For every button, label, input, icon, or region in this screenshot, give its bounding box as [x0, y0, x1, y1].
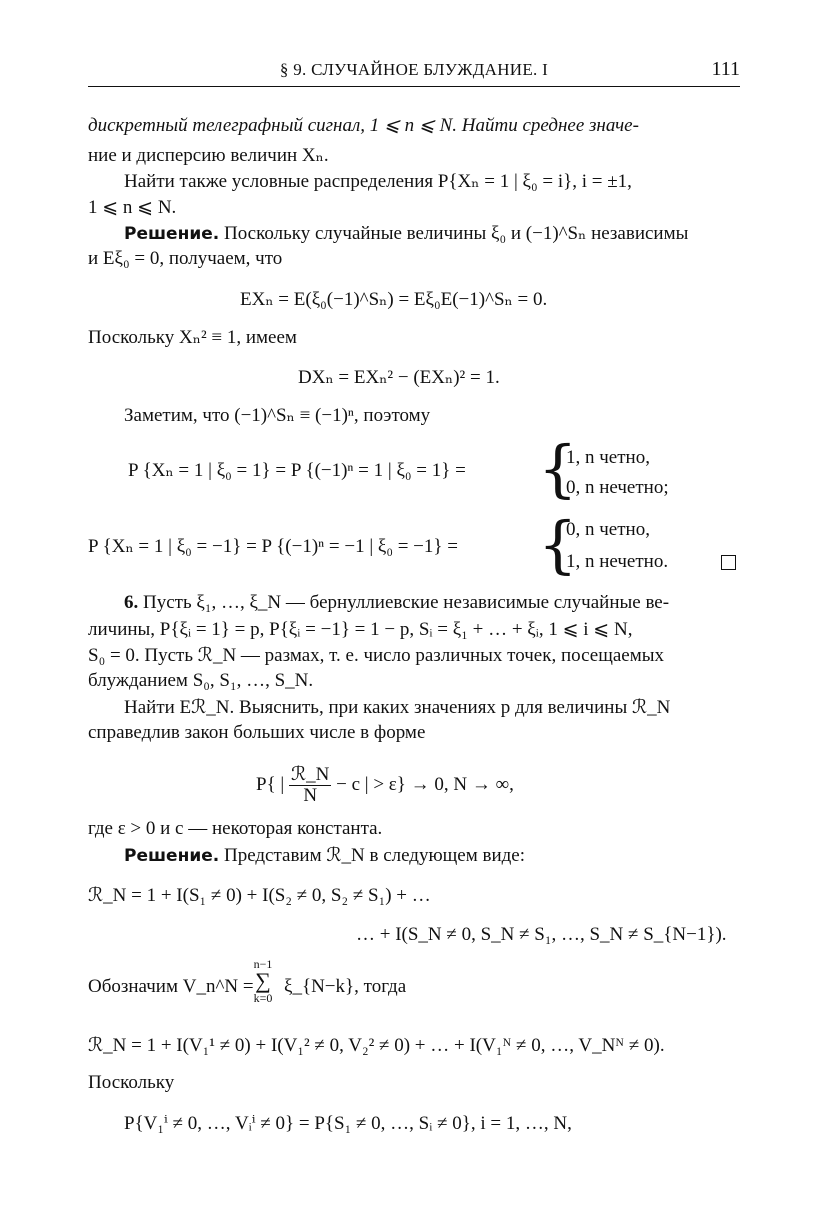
equation-cond-1-case-1: 1, n четно,: [566, 447, 650, 468]
equation-lln-post: − c | > ε} → 0, N → ∞,: [336, 773, 514, 795]
text-line-6: и Eξ₀ = 0, получаем, что: [88, 248, 283, 269]
sum-upper-limit: n−1: [253, 957, 273, 971]
problem-6-line-8: [124, 844, 525, 867]
equation-prob-V: P{V₁ⁱ ≠ 0, …, Vᵢⁱ ≠ 0} = P{S₁ ≠ 0, …, Sᵢ ≠ 0}, i = 1, …, N,: [124, 1113, 572, 1134]
left-brace: {: [538, 508, 578, 581]
section-title: § 9. СЛУЧАЙНОЕ БЛУЖДАНИЕ. I: [279, 60, 549, 79]
text-line-since: Поскольку: [88, 1072, 175, 1093]
equation-range-2: … + I(S_N ≠ 0, S_N ≠ S₁, …, S_N ≠ S_{N−1}).: [356, 924, 727, 945]
qed-square-icon: [721, 555, 736, 570]
text-line-4: 1 ⩽ n ⩽ N.: [88, 197, 177, 218]
left-brace: {: [538, 432, 578, 505]
equation-range-1: ℛ_N = 1 + I(S₁ ≠ 0) + I(S₂ ≠ 0, S₂ ≠ S₁) + …: [88, 885, 431, 906]
text-line-2: ние и дисперсию величин Xₙ.: [88, 145, 329, 166]
sum-lower-limit: k=0: [253, 991, 273, 1005]
text-line-1: дискретный телеграфный сигнал, 1 ⩽ n ⩽ N. Найти среднее значе-: [88, 115, 639, 136]
text-line-8: Заметим, что (−1)^Sₙ ≡ (−1)ⁿ, поэтому: [124, 405, 431, 426]
running-header: [88, 58, 740, 87]
problem-6-line-4: блужданием S₀, S₁, …, S_N.: [88, 670, 314, 691]
text-line-3: Найти также условные распределения P{Xₙ = 1 | ξ₀ = i}, i = ±1,: [124, 171, 632, 192]
page-number: 111: [711, 58, 740, 80]
problem-6-line-5: Найти Eℛ_N. Выяснить, при каких значениях p для величины ℛ_N: [124, 697, 671, 718]
problem-6-line-6: справедлив закон больших числе в форме: [88, 722, 426, 743]
problem-6-line-8-body: Представим ℛ_N в следующем виде:: [223, 845, 526, 866]
fraction-numerator: ℛ_N: [291, 764, 330, 785]
sum-operator: [250, 958, 276, 1004]
notation-post: ξ_{N−k}, тогда: [284, 976, 407, 997]
text-line-7: Поскольку Xₙ² ≡ 1, имеем: [88, 327, 297, 348]
fraction: [289, 765, 331, 806]
text-line-5-body: Поскольку случайные величины ξ₀ и (−1)^Sₙ независимы: [223, 223, 689, 244]
equation-cond-1-case-2: 0, n нечетно;: [566, 477, 669, 498]
problem-6-line-1-body: Пусть ξ₁, …, ξ_N — бернуллиевские независимые случайные ве-: [143, 592, 670, 613]
problem-6-line-1: [124, 592, 669, 614]
text-line-5: [124, 222, 688, 245]
equation-variance: DXₙ = EXₙ² − (EXₙ)² = 1.: [298, 367, 500, 388]
problem-6-line-3: S₀ = 0. Пусть ℛ_N — размах, т. е. число различных точек, посещаемых: [88, 645, 664, 666]
sum-sign: ∑: [255, 968, 271, 993]
equation-range-V: ℛ_N = 1 + I(V₁¹ ≠ 0) + I(V₁² ≠ 0, V₂² ≠ 0) + … + I(V₁ᴺ ≠ 0, …, V_Nᴺ ≠ 0).: [88, 1035, 665, 1056]
solution-label: Решение.: [124, 846, 220, 866]
equation-cond-2-case-2: 1, n нечетно.: [566, 551, 669, 572]
equation-expectation: EXₙ = E(ξ₀(−1)^Sₙ) = Eξ₀E(−1)^Sₙ = 0.: [240, 289, 548, 310]
solution-label: Решение.: [124, 224, 220, 244]
equation-cond-2-lhs: P {Xₙ = 1 | ξ₀ = −1} = P {(−1)ⁿ = −1 | ξ₀ = −1} =: [88, 536, 458, 557]
fraction-denominator: N: [303, 785, 318, 806]
problem-6-line-2: личины, P{ξᵢ = 1} = p, P{ξᵢ = −1} = 1 − p, Sᵢ = ξ₁ + … + ξᵢ, 1 ⩽ i ⩽ N,: [88, 619, 633, 640]
problem-6-line-7: где ε > 0 и c — некоторая константа.: [88, 818, 383, 839]
equation-lln: [256, 765, 514, 806]
notation-pre: Обозначим V_n^N =: [88, 976, 254, 997]
equation-lln-pre: P{ |: [256, 773, 285, 795]
equation-cond-2-case-1: 0, n четно,: [566, 519, 650, 540]
problem-number: 6.: [124, 592, 139, 613]
equation-cond-1-lhs: P {Xₙ = 1 | ξ₀ = 1} = P {(−1)ⁿ = 1 | ξ₀ = 1} =: [128, 460, 466, 481]
